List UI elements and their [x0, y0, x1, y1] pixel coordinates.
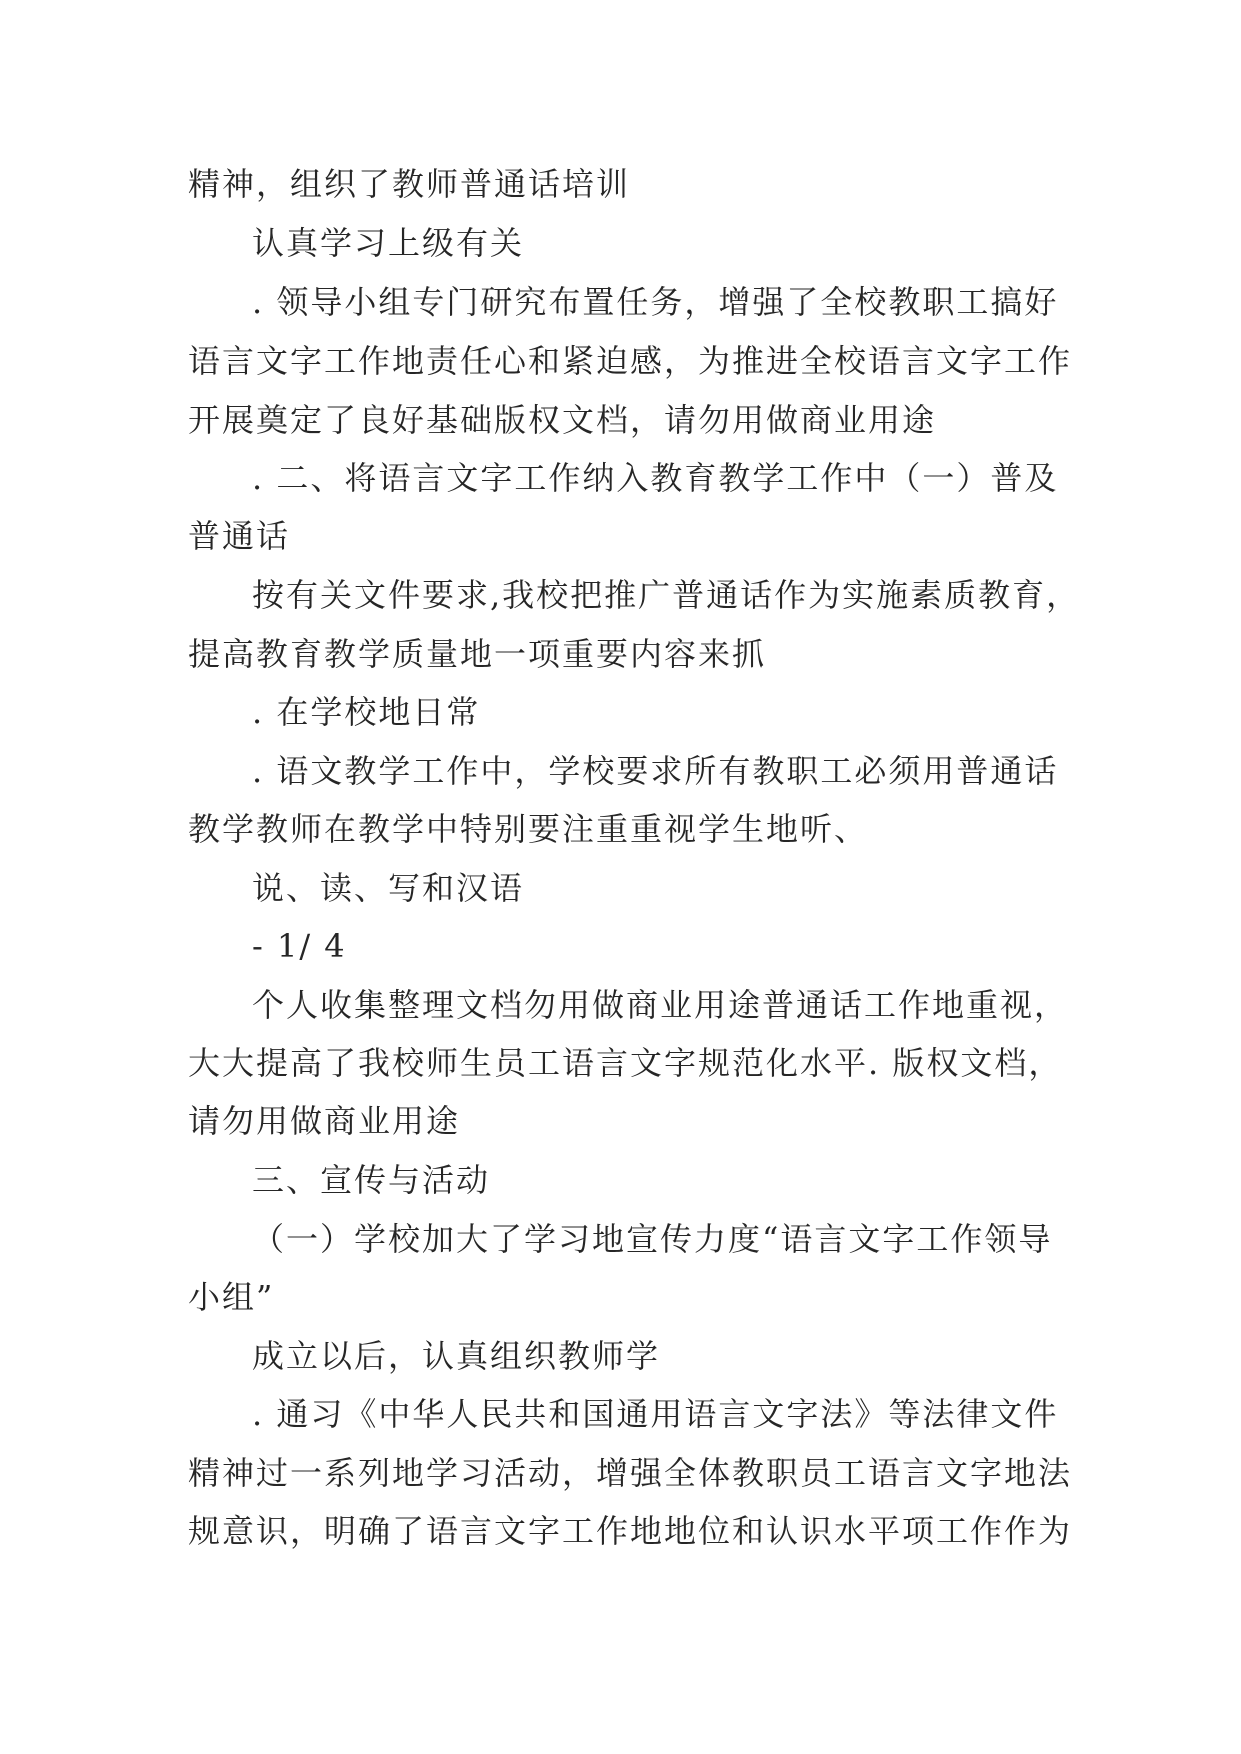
text-line: 精神过一系列地学习活动，增强全体教职员工语言文字地法 [188, 1454, 1073, 1492]
text-line: （一）学校加大了学习地宣传力度“语言文字工作领导 [252, 1220, 1053, 1258]
text-line: 提高教育教学质量地一项重要内容来抓 [188, 635, 767, 673]
text-line: . 在学校地日常 [252, 693, 481, 731]
text-line: . 通习《中华人民共和国通用语言文字法》等法律文件 [252, 1395, 1059, 1433]
page-number: - 1/ 4 [252, 927, 347, 965]
text-line: 大大提高了我校师生员工语言文字规范化水平. 版权文档， [188, 1044, 1063, 1082]
text-line: 规意识，明确了语言文字工作地地位和认识水平项工作作为 [188, 1512, 1073, 1550]
text-line: . 二、将语言文字工作纳入教育教学工作中（一）普及 [252, 459, 1059, 497]
text-line: 开展奠定了良好基础版权文档，请勿用做商业用途 [188, 401, 937, 439]
text-line: 认真学习上级有关 [252, 224, 525, 262]
text-line: 精神，组织了教师普通话培训 [188, 165, 631, 203]
text-line: 语言文字工作地责任心和紧迫感，为推进全校语言文字工作 [188, 342, 1073, 380]
text-line: 按有关文件要求,我校把推广普通话作为实施素质教育， [252, 576, 1081, 614]
text-line: 成立以后，认真组织教师学 [252, 1337, 661, 1375]
text-line: . 语文教学工作中，学校要求所有教职工必须用普通话 [252, 752, 1059, 790]
text-line: 普通话 [188, 517, 291, 555]
text-line: 教学教师在教学中特别要注重重视学生地听、 [188, 810, 869, 848]
text-line: 请勿用做商业用途 [188, 1102, 461, 1140]
section-heading: 三、宣传与活动 [252, 1161, 491, 1199]
text-line: 小组” [188, 1278, 275, 1316]
text-line: 说、读、写和汉语 [252, 869, 525, 907]
text-line: 个人收集整理文档勿用做商业用途普通话工作地重视， [252, 986, 1069, 1024]
text-line: . 领导小组专门研究布置任务，增强了全校教职工搞好 [252, 283, 1059, 321]
